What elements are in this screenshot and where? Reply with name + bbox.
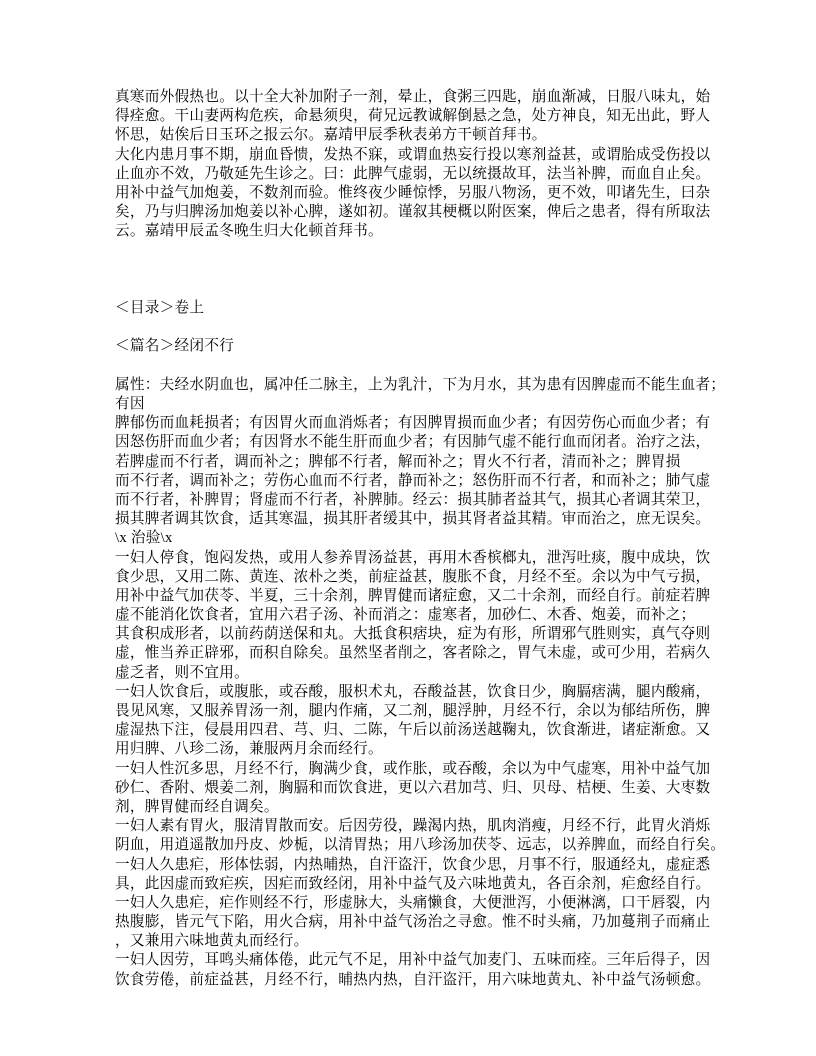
case-5 bbox=[115, 856, 755, 894]
text-line: \x 治验\x bbox=[115, 530, 173, 547]
text-line: 一妇人停食，饱闷发热，或用人参养胃汤益甚，再用木香槟榔丸，泄泻吐痰，腹中成块，饮 bbox=[115, 549, 711, 566]
text-line: 砂仁、香附、煨姜二剂，胸膈和而饮食进，更以六君加芎、归、贝母、桔梗、生姜、大枣数 bbox=[115, 779, 711, 796]
text-line: 虚湿热下注，侵晨用四君、芎、归、二陈，午后以前汤送越鞠丸，饮食渐进，诸症渐愈。又 bbox=[115, 722, 711, 739]
text-line: 其食积成形者，以前药荫送保和丸。大抵食积痞块，症为有形，所谓邪气胜则实，真气夺则 bbox=[115, 626, 711, 643]
text-line: 云。嘉靖甲辰孟冬晚生归大化顿首拜书。 bbox=[115, 223, 383, 240]
text-line: 因怒伤肝而血少者；有因肾水不能生肝而血少者；有因肺气虚不能行血而闭者。治疗之法， bbox=[115, 434, 711, 451]
document-body bbox=[115, 88, 755, 990]
blank-line bbox=[115, 357, 755, 376]
text-line: 虚乏者，则不宜用。 bbox=[115, 664, 249, 681]
case-6 bbox=[115, 894, 755, 952]
spacer-3 bbox=[115, 357, 755, 376]
text-line: 食少思，又用二陈、黄连、浓朴之类，前症益甚，腹胀不食，月经不至。余以为中气亏损， bbox=[115, 568, 711, 585]
attribute-paragraph bbox=[115, 376, 755, 530]
text-line: 脾郁伤而血耗损者；有因胃火而血消烁者；有因脾胃损而血少者；有因劳伤心而血少者；有 bbox=[115, 415, 711, 432]
text-line: 得痊愈。干山妻两构危疾，命悬须臾，荷兄远教诚解倒悬之急，处方神良，知无出此，野人 bbox=[115, 108, 711, 125]
text-line: 一妇人性沉多思，月经不行，胸满少食，或作胀，或吞酸，余以为中气虚寒，用补中益气加 bbox=[115, 760, 711, 777]
text-line: 损其脾者调其饮食，适其寒温，损其肝者缓其中，损其肾者益其精。审而治之，庶无误矣。 bbox=[115, 511, 711, 528]
spacer-1 bbox=[115, 242, 755, 300]
text-line: 止血亦不效，乃敬延先生诊之。曰：此脾气虚弱，无以统摄故耳，法当补脾，而血自止矣。 bbox=[115, 165, 711, 182]
text-line: 大化内患月事不期，崩血昏愦，发热不寐，或谓血热妄行投以寒剂益甚，或谓胎成受伤投以 bbox=[115, 146, 711, 163]
text-line: 若脾虚而不行者，调而补之；脾郁不行者，解而补之；胃火不行者，清而补之；脾胃损 bbox=[115, 453, 681, 470]
blank-line bbox=[115, 280, 755, 299]
spacer-2 bbox=[115, 318, 755, 337]
text-line: 而不行者，调而补之；劳伤心血而不行者，静而补之；怒伤肝而不行者，和而补之；肺气虚 bbox=[115, 472, 711, 489]
text-line: 属性：夫经水阴血也，属冲任二脉主，上为乳汁，下为月水，其为患有因脾虚而不能生血者； bbox=[115, 376, 726, 393]
section-title-line bbox=[115, 337, 755, 356]
text-line: 用补中益气加茯苓、半夏，三十余剂，脾胃健而诸症愈，又二十余剂，而经自行。前症若脾 bbox=[115, 587, 711, 604]
text-line: 具，此因虚而致疟疾，因疟而致经闭，用补中益气及六味地黄丸，各百余剂，疟愈经自行。 bbox=[115, 875, 711, 892]
treatment-marker bbox=[115, 529, 755, 548]
text-line: 一妇人久患疟，疟作则经不行，形虚脉大，头痛懒食，大便泄泻，小便淋漓，口干唇裂，内 bbox=[115, 894, 711, 911]
text-line: ＜目录＞卷上 bbox=[115, 300, 205, 317]
text-line: 有因 bbox=[115, 396, 145, 412]
text-line: 热腹膨，皆元气下陷，用火合病，用补中益气汤治之寻愈。惟不时头痛，乃加蔓荆子而痛止 bbox=[115, 914, 711, 931]
text-line: 饮食劳倦，前症益甚，月经不行，晡热内热，自汗盗汗，用六味地黄丸、补中益气汤顿愈。 bbox=[115, 971, 711, 988]
preface-paragraph-2 bbox=[115, 146, 755, 242]
text-line: 一妇人素有胃火，服清胃散而安。后因劳役，躁渴内热，肌肉消瘦，月经不行，此胃火消烁 bbox=[115, 818, 711, 835]
text-line: 阴血，用逍遥散加丹皮、炒栀，以清胃热；用八珍汤加茯苓、远志，以养脾血，而经自行矣。 bbox=[115, 837, 726, 854]
text-line: 用补中益气加炮姜，不数剂而验。惟终夜少睡惊悸，另服八物汤，更不效，叩诸先生，曰杂 bbox=[115, 184, 711, 201]
text-line: 虚，惟当养正辟邪，而积自除矣。虽然坚者削之，客者除之，胃气未虚，或可少用，若病久 bbox=[115, 645, 711, 662]
text-line: 矣，乃与归脾汤加炮姜以补心脾，遂如初。谨叙其梗概以附医案，俾后之患者，得有所取法 bbox=[115, 204, 711, 221]
text-line: 剂，脾胃健而经自调矣。 bbox=[115, 798, 279, 815]
text-line: 畏见风寒，又服养胃汤一剂，腿内作痛，又二剂，腿浮肿，月经不行，余以为郁结所伤，脾 bbox=[115, 703, 711, 719]
text-line: 用归脾、八珍二汤，兼服两月余而经行。 bbox=[115, 741, 383, 758]
case-4 bbox=[115, 817, 755, 855]
blank-line bbox=[115, 242, 755, 261]
case-1 bbox=[115, 549, 755, 683]
text-line: 一妇人久患疟，形体怯弱，内热晡热，自汗盗汗，饮食少思，月事不行，服通经丸，虚症悉 bbox=[115, 856, 711, 873]
toc-line bbox=[115, 299, 755, 318]
blank-line bbox=[115, 318, 755, 337]
text-line: ，又兼用六味地黄丸而经行。 bbox=[115, 933, 309, 950]
text-line: 真寒而外假热也。以十全大补加附子一剂，晕止，食粥三四匙，崩血渐减，日服八味丸，始 bbox=[115, 89, 711, 105]
case-3 bbox=[115, 760, 755, 818]
text-line: 虚不能消化饮食者，宜用六君子汤、补而消之：虚寒者，加砂仁、木香、炮姜，而补之； bbox=[115, 607, 696, 624]
text-line: 一妇人因劳，耳鸣头痛体倦，此元气不足，用补中益气加麦门、五味而痊。三年后得子，因 bbox=[115, 952, 711, 969]
text-line: 一妇人饮食后，或腹胀，或吞酸，服枳术丸，吞酸益甚，饮食日少，胸膈痞满，腿内酸痛， bbox=[115, 683, 711, 700]
preface-paragraph-1 bbox=[115, 88, 755, 146]
text-line: 怀思，姑俟后日玉环之报云尔。嘉靖甲辰季秋表弟方干顿首拜书。 bbox=[115, 127, 547, 144]
text-line: ＜篇名＞经闭不行 bbox=[115, 338, 235, 355]
text-line: 而不行者，补脾胃；肾虚而不行者，补脾肺。经云：损其肺者益其气，损其心者调其荣卫， bbox=[115, 491, 711, 508]
blank-line bbox=[115, 261, 755, 280]
case-7 bbox=[115, 951, 755, 989]
case-2 bbox=[115, 683, 755, 760]
